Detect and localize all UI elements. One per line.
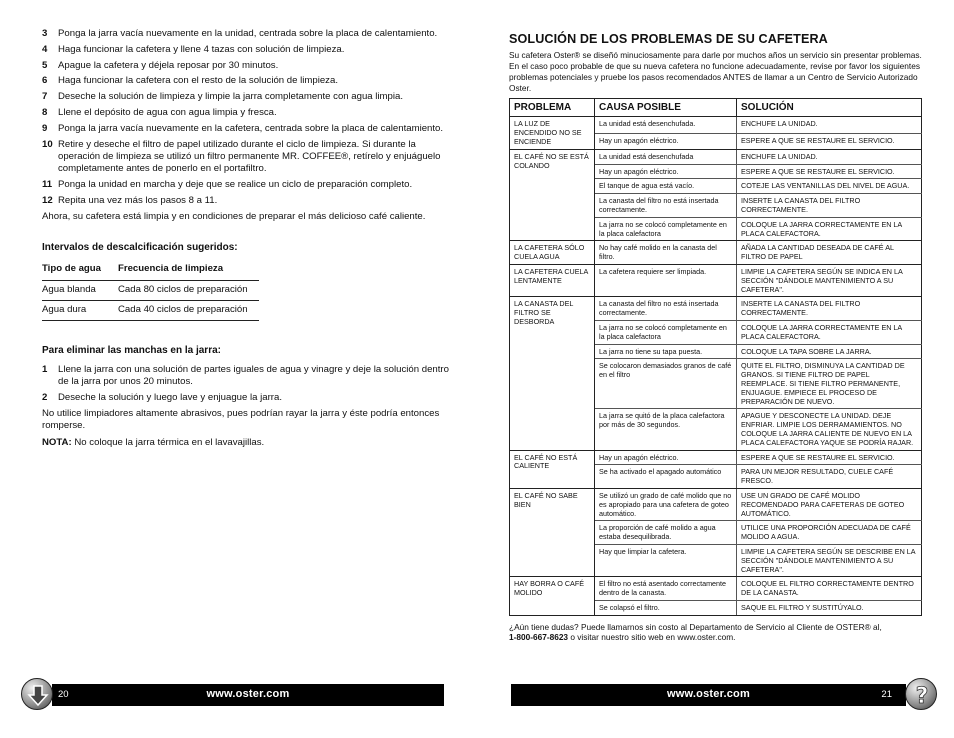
- list-item: [42, 75, 452, 87]
- solution-cell: ENCHUFE LA UNIDAD.: [737, 117, 922, 133]
- list-item: [42, 44, 452, 56]
- note-text: No coloque la jarra térmica en el lavavajillas.: [71, 436, 265, 448]
- header-solution: SOLUCIÓN: [737, 98, 922, 117]
- solution-cell: COTEJE LAS VENTANILLAS DEL NIVEL DE AGUA.: [737, 179, 922, 194]
- table-cell: Agua blanda: [42, 280, 118, 300]
- stains-steps-list: [42, 364, 452, 404]
- contact-text: ¿Aún tiene dudas? Puede llamarnos sin costo al Departamento de Servicio al Cliente de OSTER® al,: [509, 621, 882, 632]
- cause-cell: La jarra se quitó de la placa calefactora por más de 30 segundos.: [595, 409, 737, 450]
- problem-cell: EL CAFÉ NO ESTÁ CALIENTE: [510, 450, 595, 488]
- table-row: [510, 149, 922, 164]
- table-cell: Cada 80 ciclos de preparación: [118, 280, 259, 300]
- list-item: [42, 123, 452, 135]
- solution-cell: LIMPIE LA CAFETERA SEGÚN SE DESCRIBE EN LA SECCIÓN "DÁNDOLE MANTENIMIENTO A SU CAFETERA".: [737, 544, 922, 576]
- cause-cell: La proporción de café molido a agua estaba desequilibrada.: [595, 521, 737, 545]
- solution-cell: APAGUE Y DESCONECTE LA UNIDAD. DEJE ENFRIAR. LIMPIE LOS DERRAMAMIENTOS. NO COLOQUE LA JARRA CALIENTE DE NUEVO EN LA PLACA CALEFACTORA YAQUE SE PODRÍA RAJAR.: [737, 409, 922, 450]
- step-text: Ponga la jarra vacía nuevamente en la cafetera, centrada sobre la placa de calentamiento.: [58, 122, 444, 134]
- cause-cell: La unidad está desenchufada.: [595, 117, 737, 133]
- cause-cell: La canasta del filtro no está insertada correctamente.: [595, 297, 737, 321]
- contact-paragraph: [509, 622, 922, 643]
- cause-cell: La jarra no tiene su tapa puesta.: [595, 344, 737, 359]
- list-item: [42, 195, 452, 207]
- descaling-header-frequency: Frecuencia de limpieza: [118, 260, 259, 280]
- step-text: Ponga la unidad en marcha y deje que se realice un ciclo de preparación completo.: [58, 179, 413, 191]
- table-row: [510, 117, 922, 133]
- solution-cell: INSERTE LA CANASTA DEL FILTRO CORRECTAMENTE.: [737, 194, 922, 218]
- step-text: Haga funcionar la cafetera y llene 4 tazas con solución de limpieza.: [58, 43, 345, 55]
- problem-cell: LA CAFETERA SÓLO CUELA AGUA: [510, 241, 595, 265]
- cause-cell: Hay que limpiar la cafetera.: [595, 544, 737, 576]
- page-title: SOLUCIÓN DE LOS PROBLEMAS DE SU CAFETERA: [509, 32, 828, 46]
- solution-cell: INSERTE LA CANASTA DEL FILTRO CORRECTAMENTE.: [737, 297, 922, 321]
- cause-cell: El filtro no está asentado correctamente dentro de la canasta.: [595, 577, 737, 601]
- solution-cell: ESPERE A QUE SE RESTAURE EL SERVICIO.: [737, 164, 922, 179]
- list-item: [42, 179, 452, 191]
- step-number: 5: [42, 59, 48, 71]
- step-text: Apague la cafetera y déjela reposar por 30 minutos.: [58, 59, 279, 71]
- list-item: [42, 28, 452, 40]
- step-number: 9: [42, 122, 48, 134]
- step-text: Repita una vez más los pasos 8 a 11.: [58, 194, 218, 206]
- step-number: 4: [42, 43, 48, 55]
- solution-cell: ESPERE A QUE SE RESTAURE EL SERVICIO.: [737, 133, 922, 149]
- cause-cell: La canasta del filtro no está insertada correctamente.: [595, 194, 737, 218]
- table-row: [510, 577, 922, 601]
- cause-cell: Se utilizó un grado de café molido que no es apropiado para una cafetera de goteo automático.: [595, 488, 737, 520]
- stains-heading: Para eliminar las manchas en la jarra:: [42, 345, 221, 357]
- step-text: Llene la jarra con una solución de partes iguales de agua y vinagre y deje la solución dentro de la jarra por unos 20 minutos.: [58, 363, 449, 388]
- table-cell: Agua dura: [42, 301, 118, 321]
- descaling-heading: Intervalos de descalcificación sugeridos:: [42, 241, 238, 253]
- right-page: [509, 32, 922, 643]
- page-number: 20: [58, 689, 69, 700]
- table-row: [42, 301, 259, 321]
- solution-cell: AÑADA LA CANTIDAD DESEADA DE CAFÉ AL FILTRO DE PAPEL: [737, 241, 922, 265]
- step-text: Llene el depósito de agua con agua limpia y fresca.: [58, 106, 277, 118]
- svg-text:?: ?: [915, 684, 929, 709]
- step-number: 11: [42, 179, 53, 191]
- footer-bar-left: [52, 684, 444, 706]
- question-mark-icon: [905, 678, 937, 710]
- step-number: 10: [42, 138, 53, 150]
- cause-cell: Se ha activado el apagado automático: [595, 465, 737, 489]
- problem-cell: LA CAFETERA CUELA LENTAMENTE: [510, 264, 595, 296]
- solution-cell: LIMPIE LA CAFETERA SEGÚN SE INDICA EN LA SECCIÓN "DÁNDOLE MANTENIMIENTO A SU CAFETERA".: [737, 264, 922, 296]
- problem-cell: LA LUZ DE ENCENDIDO NO SE ENCIENDE: [510, 117, 595, 149]
- step-number: 3: [42, 28, 48, 39]
- table-row: [42, 280, 259, 300]
- note-label: NOTA:: [42, 436, 72, 448]
- list-item: [42, 60, 452, 72]
- descaling-table: [42, 260, 259, 321]
- step-text: Ponga la jarra vacía nuevamente en la unidad, centrada sobre la placa de calentamiento.: [58, 28, 438, 39]
- cause-cell: La jarra no se colocó completamente en la placa calefactora: [595, 217, 737, 241]
- solution-cell: COLOQUE LA JARRA CORRECTAMENTE EN LA PLACA CALEFACTORA.: [737, 217, 922, 241]
- table-row: [510, 264, 922, 296]
- cause-cell: Se colocaron demasiados granos de café en el filtro: [595, 359, 737, 409]
- intro-paragraph: Su cafetera Oster® se diseñó minuciosamente para darle por muchos años un servicio sin presentar problemas. En el caso poco probable de que su nueva cafetera no funcione adecuadamente, revise por favor los siguientes problemas potenciales y pruebe los pasos recomendados ANTES de llamar a un Centro de Servicio Autorizado Oster.: [509, 50, 922, 93]
- solution-cell: COLOQUE EL FILTRO CORRECTAMENTE DENTRO DE LA CANASTA.: [737, 577, 922, 601]
- solution-cell: COLOQUE LA JARRA CORRECTAMENTE EN LA PLACA CALEFACTORA.: [737, 320, 922, 344]
- page-number: 21: [881, 689, 892, 700]
- problem-cell: HAY BORRA O CAFÉ MOLIDO: [510, 577, 595, 615]
- solution-cell: UTILICE UNA PROPORCIÓN ADECUADA DE CAFÉ MOLIDO A AGUA.: [737, 521, 922, 545]
- solution-cell: SAQUE EL FILTRO Y SUSTITÚYALO.: [737, 600, 922, 615]
- list-item: [42, 107, 452, 119]
- step-text: Haga funcionar la cafetera con el resto de la solución de limpieza.: [58, 75, 338, 87]
- footer-url: www.oster.com: [667, 688, 750, 700]
- cause-cell: El tanque de agua está vacío.: [595, 179, 737, 194]
- cause-cell: La cafetera requiere ser limpiada.: [595, 264, 737, 296]
- descaling-header-water: Tipo de agua: [42, 260, 118, 280]
- footer-bar-right: [511, 684, 906, 706]
- problem-cell: EL CAFÉ NO SABE BIEN: [510, 488, 595, 576]
- step-text: Deseche la solución de limpieza y limpie la jarra completamente con agua limpia.: [58, 91, 404, 103]
- step-number: 8: [42, 106, 48, 118]
- cause-cell: No hay café molido en la canasta del filtro.: [595, 241, 737, 265]
- header-problem: PROBLEMA: [510, 98, 595, 117]
- step-text: Deseche la solución y luego lave y enjuague la jarra.: [58, 391, 282, 403]
- solution-cell: USE UN GRADO DE CAFÉ MOLIDO RECOMENDADO PARA CAFETERAS DE GOTEO AUTOMÁTICO.: [737, 488, 922, 520]
- step-number: 1: [42, 363, 48, 375]
- step-number: 6: [42, 75, 48, 87]
- website-text: o visitar nuestro sitio web en www.oster.com.: [568, 632, 736, 643]
- list-item: [42, 364, 452, 389]
- list-item: [42, 139, 452, 176]
- solution-cell: COLOQUE LA TAPA SOBRE LA JARRA.: [737, 344, 922, 359]
- solution-cell: ESPERE A QUE SE RESTAURE EL SERVICIO.: [737, 450, 922, 465]
- step-text: Retire y deseche el filtro de papel utilizado durante el ciclo de limpieza. Si durante la operación de limpieza se utilizó un filtro permanente MR. COFFEE®, retírelo y enjuáguelo completamente antes de ponerlo en el portafiltro.: [58, 138, 441, 175]
- cause-cell: La unidad está desenchufada: [595, 149, 737, 164]
- solution-cell: PARA UN MEJOR RESULTADO, CUELE CAFÉ FRESCO.: [737, 465, 922, 489]
- down-arrow-icon: [21, 678, 53, 710]
- problem-cell: EL CAFÉ NO SE ESTÁ COLANDO: [510, 149, 595, 241]
- table-row: [510, 488, 922, 520]
- note-paragraph: [42, 437, 452, 449]
- cause-cell: Hay un apagón eléctrico.: [595, 133, 737, 149]
- solution-cell: ENCHUFE LA UNIDAD.: [737, 149, 922, 164]
- problem-cell: LA CANASTA DEL FILTRO SE DESBORDA: [510, 297, 595, 450]
- warning-paragraph: No utilice limpiadores altamente abrasivos, pues podrían rayar la jarra y éste podría entonces romperse.: [42, 408, 440, 432]
- step-number: 2: [42, 391, 48, 403]
- troubleshooting-table: [509, 98, 922, 616]
- step-number: 7: [42, 91, 48, 103]
- table-cell: Cada 40 ciclos de preparación: [118, 301, 259, 321]
- header-cause: CAUSA POSIBLE: [595, 98, 737, 117]
- solution-cell: QUITE EL FILTRO, DISMINUYA LA CANTIDAD DE GRANOS. SI TIENE FILTRO DE PAPEL REEMPLACE. SI TIENE FILTRO PERMANENTE, ENJUAGUE. EMPIECE EL PROCESO DE PREPARACIÓN DE NUEVO.: [737, 359, 922, 409]
- list-item: [42, 91, 452, 103]
- table-row: [510, 241, 922, 265]
- footer-url: www.oster.com: [206, 688, 290, 700]
- left-page: [42, 28, 452, 449]
- table-row: [510, 297, 922, 321]
- phone-number: 1-800-667-8623: [509, 632, 569, 643]
- table-row: [510, 450, 922, 465]
- closing-paragraph: Ahora, su cafetera está limpia y en condiciones de preparar el más delicioso café caliente.: [42, 211, 426, 223]
- cause-cell: La jarra no se colocó completamente en la placa calefactora: [595, 320, 737, 344]
- cause-cell: Hay un apagón eléctrico.: [595, 164, 737, 179]
- cause-cell: Hay un apagón eléctrico.: [595, 450, 737, 465]
- list-item: [42, 392, 452, 404]
- cleaning-steps-list: [42, 28, 452, 207]
- step-number: 12: [42, 194, 53, 206]
- cause-cell: Se colapsó el filtro.: [595, 600, 737, 615]
